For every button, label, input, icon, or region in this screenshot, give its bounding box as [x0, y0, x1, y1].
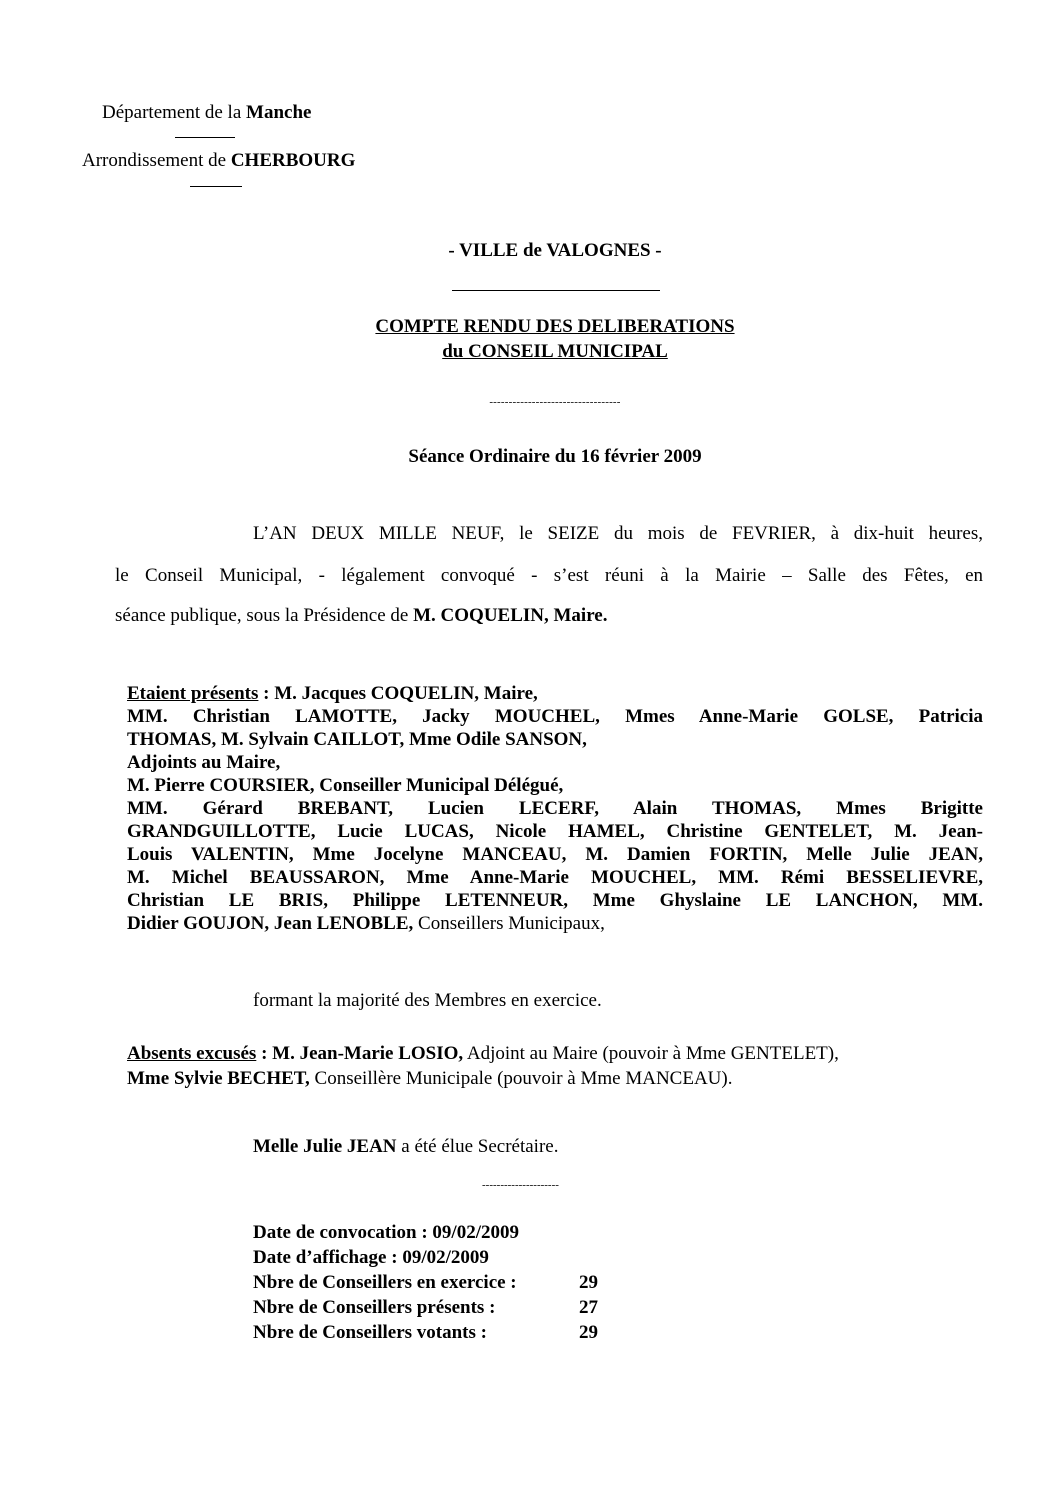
secretaire-separator: --------------------- — [482, 1179, 559, 1191]
president-name: M. COQUELIN, Maire. — [413, 605, 608, 626]
absents-line-2 — [127, 1068, 732, 1090]
absents-line-2-text: Conseillère Municipale (pouvoir à Mme MANCEAU). — [309, 1068, 733, 1089]
intro-line-2 — [115, 565, 983, 587]
title-separator: ---------------------------------- — [489, 396, 621, 408]
stat-exercice-label: Nbre de Conseillers en exercice : — [253, 1272, 517, 1293]
stat-exercice-value: 29 — [579, 1272, 598, 1293]
stat-affichage: Date d’affichage : 09/02/2009 — [253, 1247, 489, 1268]
presents-line-1-text: : M. Jacques COQUELIN, Maire, — [258, 683, 538, 704]
arrondissement-prefix: Arrondissement de — [82, 150, 231, 171]
absents-line-1 — [127, 1043, 839, 1065]
arrondissement-name: CHERBOURG — [230, 150, 356, 171]
presents-line-1 — [127, 682, 983, 705]
secretaire-line — [253, 1136, 558, 1158]
presents-line-11-bold: Didier GOUJON, Jean LENOBLE, — [127, 913, 419, 934]
stat-votants-value: 29 — [579, 1322, 598, 1343]
absents-label: Absents excusés — [127, 1043, 257, 1064]
intro-line-1 — [253, 523, 983, 545]
presents-line-10: Christian LE BRIS, Philippe LETENNEUR, Mme Ghyslaine LE LANCHON, MM. — [127, 890, 983, 911]
header-rule-1 — [175, 137, 235, 138]
presents-line-5: M. Pierre COURSIER, Conseiller Municipal Délégué, — [127, 775, 564, 796]
header-rule-2 — [190, 186, 242, 187]
arrondissement-line — [82, 150, 355, 172]
presents-line-3: THOMAS, M. Sylvain CAILLOT, Mme Odile SANSON, — [127, 729, 587, 750]
stat-convocation: Date de convocation : 09/02/2009 — [253, 1222, 519, 1243]
departement-line — [102, 102, 311, 124]
stat-exercice — [253, 1272, 613, 1296]
intro-line-1-text: L’AN DEUX MILLE NEUF, le SEIZE du mois de FEVRIER, à dix-huit heures, — [253, 523, 983, 544]
stat-votants — [253, 1322, 613, 1346]
presents-line-2: MM. Christian LAMOTTE, Jacky MOUCHEL, Mmes Anne-Marie GOLSE, Patricia — [127, 706, 983, 727]
presents-label: Etaient présents — [127, 683, 259, 704]
secretaire-name: Melle Julie JEAN — [253, 1136, 397, 1157]
absents-line-1-text: Adjoint au Maire (pouvoir à Mme GENTELET), — [463, 1043, 839, 1064]
conseil-title: du CONSEIL MUNICIPAL — [442, 341, 668, 362]
intro-line-3-text: séance publique, sous la Présidence de — [115, 605, 414, 626]
compte-rendu-title: COMPTE RENDU DES DELIBERATIONS — [375, 316, 735, 337]
stat-presents-label: Nbre de Conseillers présents : — [253, 1297, 496, 1318]
presents-line-8: Louis VALENTIN, Mme Jocelyne MANCEAU, M. Damien FORTIN, Melle Julie JEAN, — [127, 844, 983, 865]
stat-presents-value: 27 — [579, 1297, 598, 1318]
presents-line-11 — [127, 912, 983, 935]
stat-votants-label: Nbre de Conseillers votants : — [253, 1322, 487, 1343]
presents-line-4: Adjoints au Maire, — [127, 752, 281, 773]
seance-title: Séance Ordinaire du 16 février 2009 — [408, 446, 702, 467]
presents-line-6: MM. Gérard BREBANT, Lucien LECERF, Alain THOMAS, Mmes Brigitte — [127, 798, 983, 819]
presents-line-11-text: Conseillers Municipaux, — [418, 913, 605, 934]
stat-presents — [253, 1297, 613, 1321]
departement-prefix: Département de la — [102, 102, 247, 123]
intro-line-2-text: le Conseil Municipal, - légalement convoqué - s’est réuni à la Mairie – Salle des Fêtes, en — [115, 565, 983, 586]
intro-line-3 — [115, 605, 608, 627]
absents-line-1-bold: : M. Jean-Marie LOSIO, — [256, 1043, 464, 1064]
secretaire-text: a été élue Secrétaire. — [396, 1136, 559, 1157]
ville-title: - VILLE de VALOGNES - — [448, 240, 662, 261]
ville-rule — [452, 290, 660, 291]
presents-block — [127, 682, 983, 935]
departement-name: Manche — [246, 102, 312, 123]
presents-line-7: GRANDGUILLOTTE, Lucie LUCAS, Nicole HAMEL, Christine GENTELET, M. Jean- — [127, 821, 983, 842]
majorite-line: formant la majorité des Membres en exercice. — [253, 990, 602, 1011]
presents-line-9: M. Michel BEAUSSARON, Mme Anne-Marie MOUCHEL, MM. Rémi BESSELIEVRE, — [127, 867, 983, 888]
absents-line-2-bold: Mme Sylvie BECHET, — [127, 1068, 310, 1089]
